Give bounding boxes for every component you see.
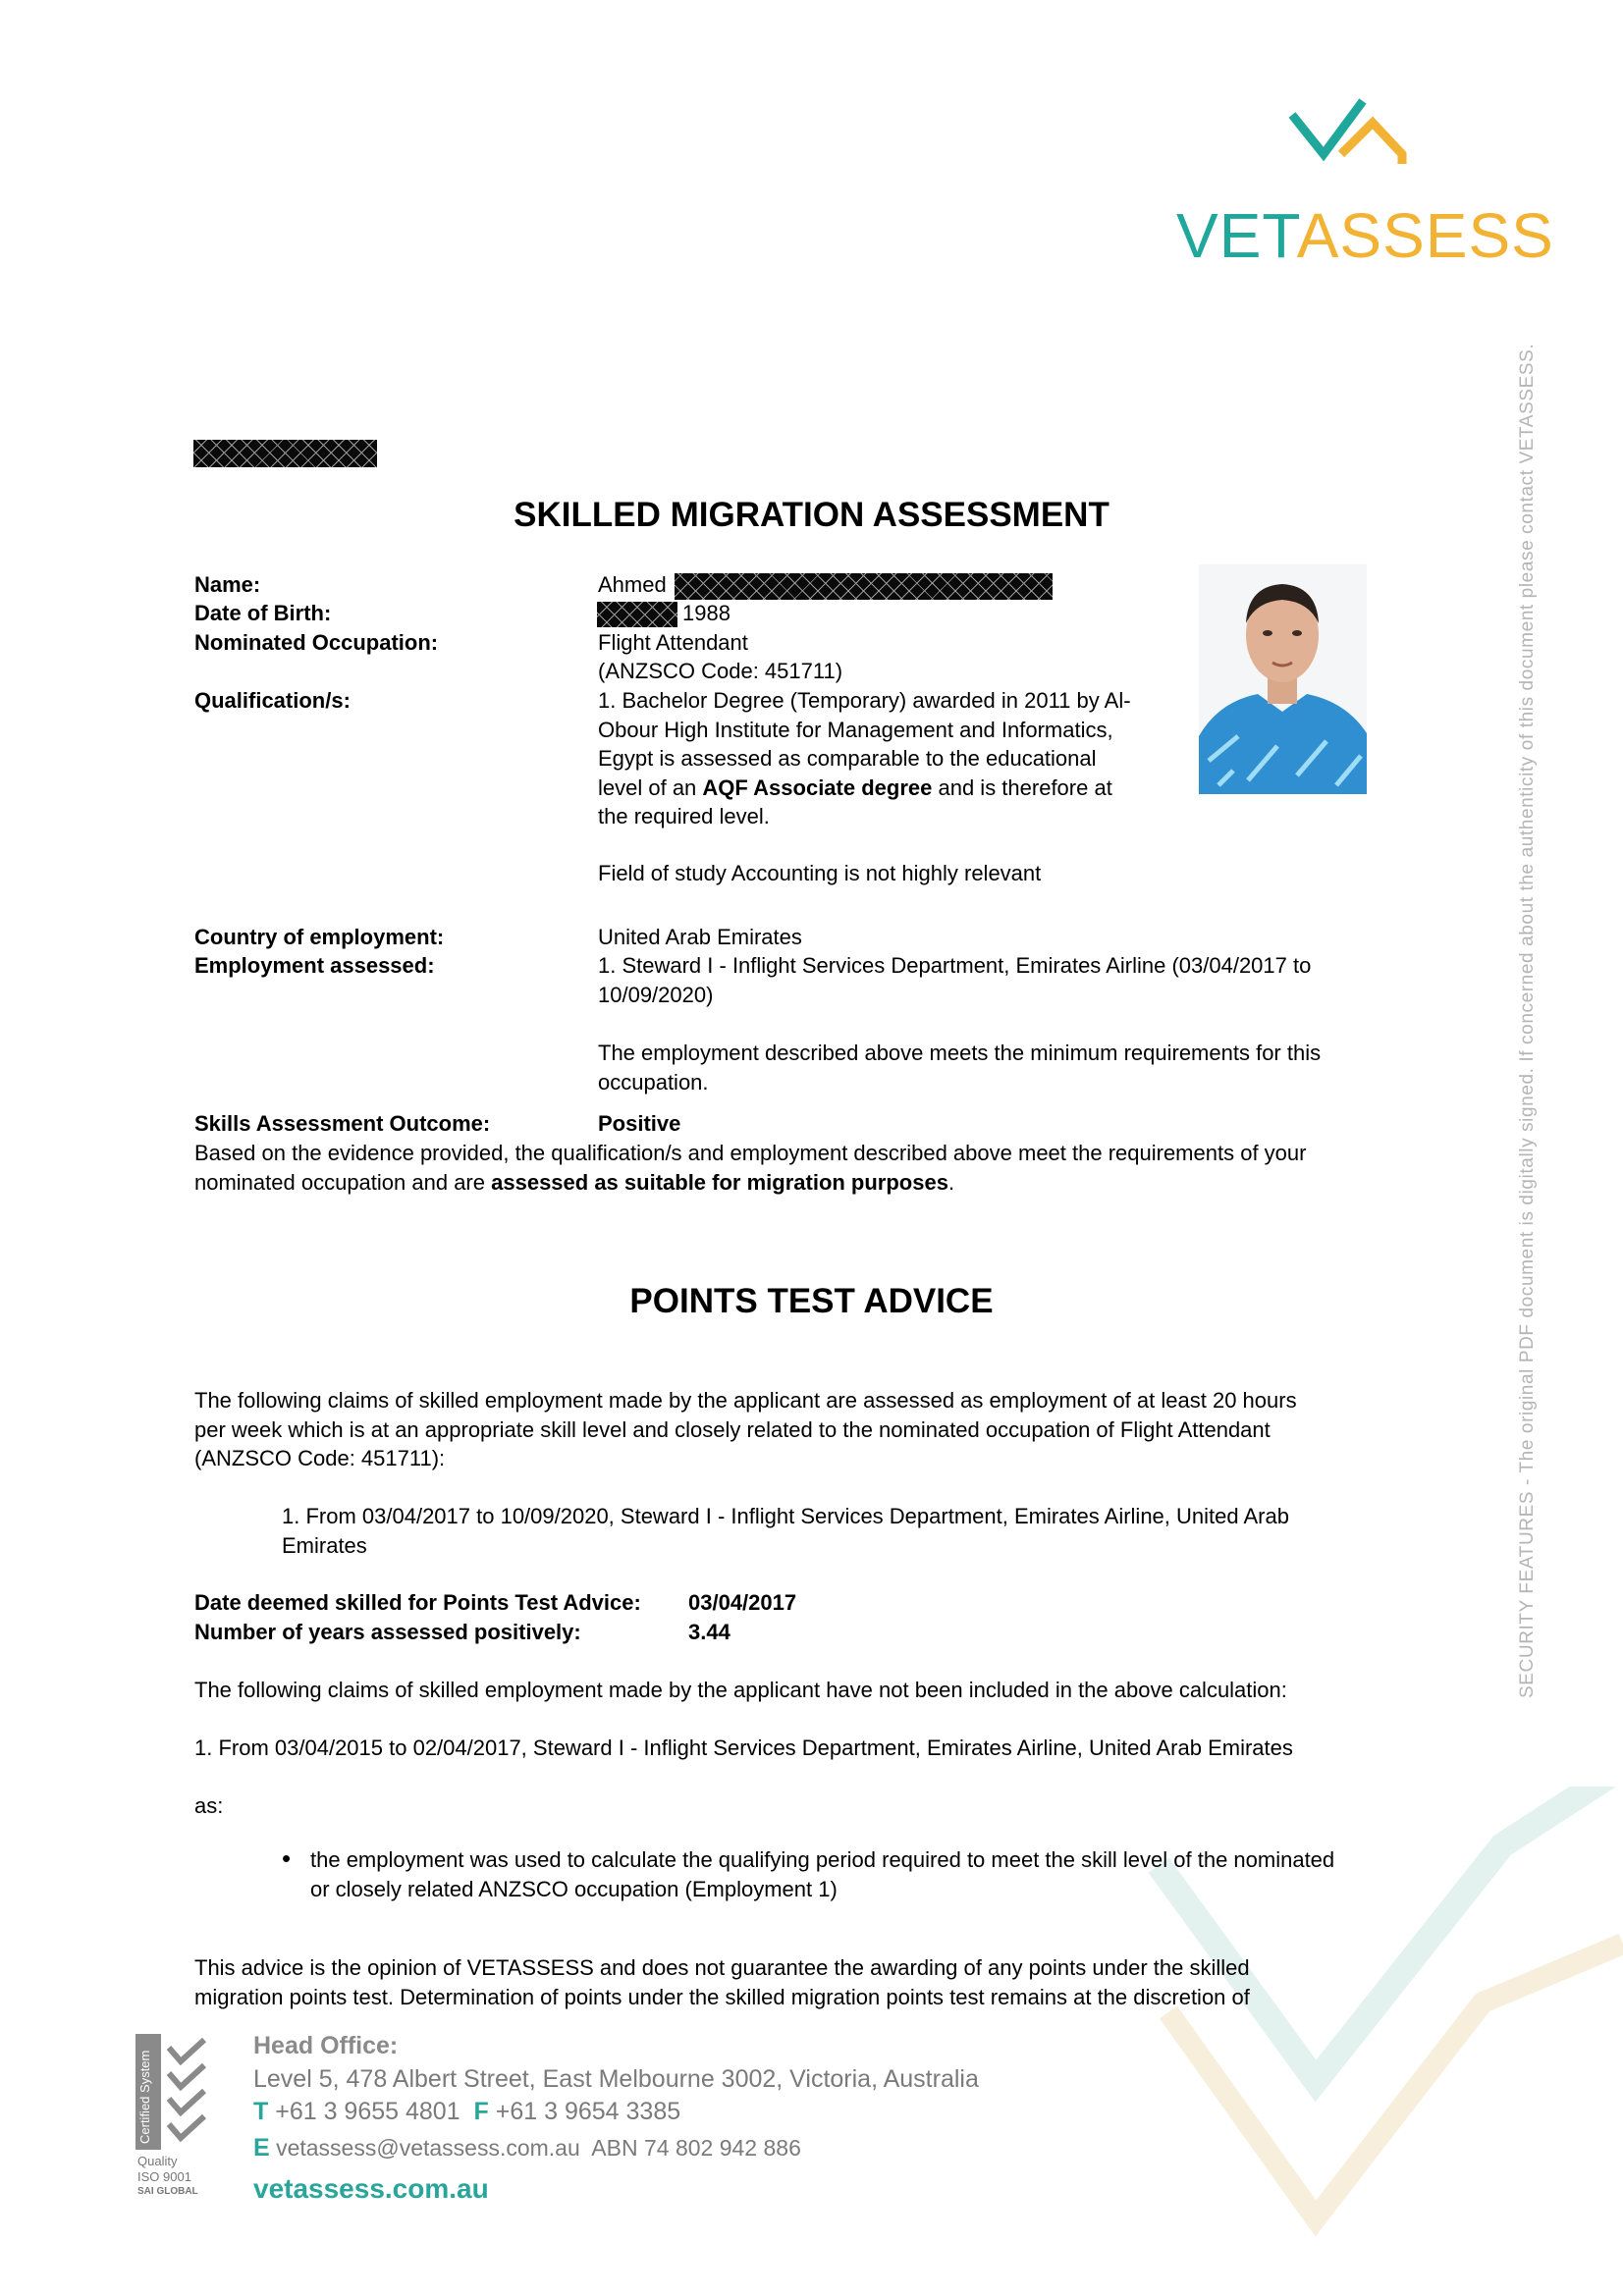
points-claim-line: 1. From 03/04/2017 to 10/09/2020, Steward I - Inflight Services Department, Emirates Airline, United Arab <box>282 1504 1289 1528</box>
outcome-bold: assessed as suitable for migration purposes <box>491 1169 948 1195</box>
applicant-photo <box>1199 564 1367 794</box>
dob-label: Date of Birth: <box>194 601 332 625</box>
points-claim <box>282 1502 1480 1560</box>
occupation-label: Nominated Occupation: <box>194 630 439 655</box>
vetassess-logo <box>1176 93 1554 280</box>
points-title: POINTS TEST ADVICE <box>629 1282 994 1320</box>
qualification-line: Obour High Institute for Management and Informatics, <box>598 717 1113 742</box>
qualification-pre: level of an <box>598 774 697 800</box>
qualification-text <box>598 686 1207 831</box>
website[interactable]: vetassess.com.au <box>253 2173 489 2204</box>
date-deemed-label: Date deemed skilled for Points Test Advice: <box>194 1590 641 1615</box>
checkmarks-icon <box>165 2038 212 2146</box>
as-label: as: <box>194 1793 224 1818</box>
points-intro-line: The following claims of skilled employment made by the applicant are assessed as employment of at least 20 hours <box>194 1388 1297 1413</box>
field-of-study: Field of study Accounting is not highly relevant <box>598 861 1042 885</box>
logo-chevron-icon <box>1284 93 1432 191</box>
name-value <box>598 570 667 600</box>
qualification-label: Qualification/s: <box>194 688 351 713</box>
outcome-label: Skills Assessment Outcome: <box>194 1111 491 1136</box>
points-intro-line: (ANZSCO Code: 451711): <box>194 1446 446 1470</box>
qualification-post: and is therefore at <box>938 774 1112 800</box>
cert-vertical-text: Certified System <box>137 2050 152 2144</box>
outcome-pre: nominated occupation and are <box>194 1169 485 1195</box>
redacted-birth-day-month <box>597 602 677 627</box>
disclaimer <box>194 1953 1490 2011</box>
bullet-line: or closely related ANZSCO occupation (Employment 1) <box>310 1876 838 1901</box>
outcome-text <box>194 1139 1471 1197</box>
footer-contact <box>253 2028 1137 2211</box>
aqf-level: AQF Associate degree <box>702 774 933 800</box>
name-label: Name: <box>194 572 261 597</box>
years-label: Number of years assessed positively: <box>194 1620 581 1644</box>
phone-fax-line <box>253 2096 1137 2128</box>
phone-label: T <box>253 2098 269 2125</box>
assessment-title: SKILLED MIGRATION ASSESSMENT <box>514 496 1109 534</box>
employment-value <box>598 951 1423 1009</box>
cert-iso: ISO 9001 <box>137 2169 191 2184</box>
points-claim-line: Emirates <box>282 1532 367 1558</box>
address: Level 5, 478 Albert Street, East Melbourne 3002, Victoria, Australia <box>253 2065 979 2093</box>
outcome-value: Positive <box>598 1111 681 1136</box>
cert-sai: SAI GLOBAL <box>137 2186 198 2197</box>
years-value: 3.44 <box>688 1620 730 1644</box>
bullet-line: the employment was used to calculate the qualifying period required to meet the skill level of the nominated <box>310 1847 1335 1872</box>
qualification-line: 1. Bachelor Degree (Temporary) awarded in 2011 by Al- <box>598 688 1131 713</box>
email: vetassess@vetassess.com.au <box>276 2135 580 2161</box>
employment-label: Employment assessed: <box>194 953 435 978</box>
disclaimer-line: This advice is the opinion of VETASSESS and does not guarantee the awarding of any points under the skilled <box>194 1955 1250 1980</box>
occupation-value: Flight Attendant <box>598 630 748 655</box>
redacted-reference <box>193 440 377 467</box>
qualification-line <box>598 774 1207 803</box>
dob-year: 1988 <box>682 601 730 625</box>
logo-text-vet: VET <box>1176 200 1297 271</box>
employment-line: 1. Steward I - Inflight Services Department, Emirates Airline (03/04/2017 to <box>598 953 1312 978</box>
head-office-label: Head Office: <box>253 2032 399 2059</box>
logo-text-assess: ASSESS <box>1296 200 1554 271</box>
excluded-item: 1. From 03/04/2015 to 02/04/2017, Steward I - Inflight Services Department, Emirates Airline, United Arab Emirates <box>194 1735 1293 1760</box>
occupation-code: (ANZSCO Code: 451711) <box>598 659 843 683</box>
email-abn-line <box>253 2128 1137 2167</box>
disclaimer-line: migration points test. Determination of points under the skilled migration points test remains at the discretion of <box>194 1984 1250 2009</box>
employment-line: 10/09/2020) <box>598 982 714 1007</box>
employment-note <box>598 1039 1423 1096</box>
country-value: United Arab Emirates <box>598 925 802 949</box>
bullet-marker: • <box>282 1843 292 1873</box>
employment-note-line: The employment described above meets the minimum requirements for this <box>598 1041 1322 1065</box>
outcome-line: Based on the evidence provided, the qualification/s and employment described above meet the requirements of your <box>194 1141 1307 1165</box>
outcome-post: . <box>947 1169 955 1195</box>
country-label: Country of employment: <box>194 925 445 949</box>
iso-certification-badge <box>135 2034 214 2201</box>
qualification-line: the required level. <box>598 804 770 828</box>
qualification-line: Egypt is assessed as comparable to the educational <box>598 746 1097 771</box>
redacted-surname <box>675 573 1053 600</box>
abn: ABN 74 802 942 886 <box>591 2135 801 2161</box>
points-intro-line: per week which is at an appropriate skill level and closely related to the nominated occupation of Flight Attendant <box>194 1416 1271 1442</box>
fax-label: F <box>473 2098 489 2125</box>
person-photo-icon <box>1199 564 1367 794</box>
bullet-text <box>310 1845 1488 1903</box>
fax: +61 3 9654 3385 <box>495 2098 681 2125</box>
excluded-intro: The following claims of skilled employment made by the applicant have not been included in the above calculation: <box>194 1678 1287 1702</box>
first-name: Ahmed <box>598 572 667 597</box>
date-deemed-value: 03/04/2017 <box>688 1590 797 1615</box>
outcome-line <box>194 1168 1471 1198</box>
cert-quality: Quality <box>137 2154 178 2168</box>
phone: +61 3 9655 4801 <box>275 2098 460 2125</box>
employment-note-line: occupation. <box>598 1069 709 1095</box>
points-intro <box>194 1386 1490 1473</box>
email-label: E <box>253 2134 270 2162</box>
security-features-notice: SECURITY FEATURES - The original PDF document is digitally signed. If concerned about the authenticity of this document please contact VETASSESS. <box>1517 343 1538 1698</box>
